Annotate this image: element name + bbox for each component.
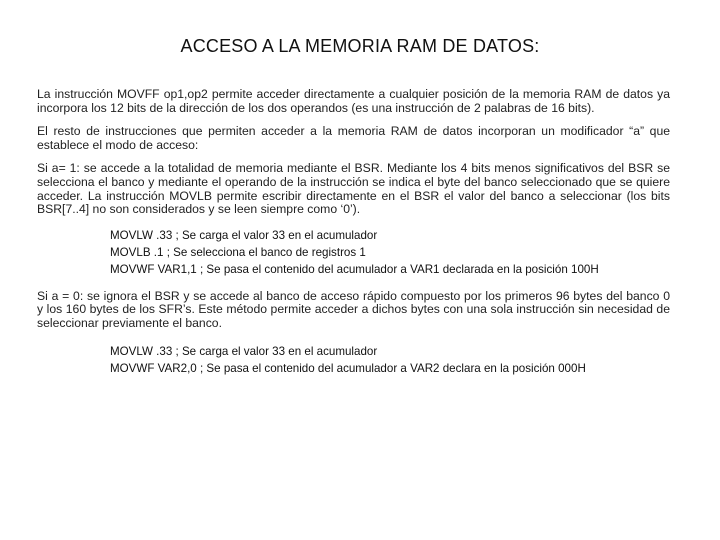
paragraph-access-modifier: El resto de instrucciones que permiten acceder a la memoria RAM de datos incorporan un modificador “a” que establece el modo de acceso: (37, 124, 670, 152)
slide-body (37, 88, 670, 389)
paragraph-a-equals-1: Si a= 1: se accede a la totalidad de memoria mediante el BSR. Mediante los 4 bits menos significativos del BSR se selecciona el banco y mediante el operando de la instrucción se indica el byte del banco seleccionado que se quiere acceder. La instrucción MOVLB permite escribir directamente en el BSR el valor del banco a seleccionar (los bits BSR[7..4] no son considerados y se leen siempre como ‘0’). (37, 161, 670, 217)
code-line: MOVLW .33 ; Se carga el valor 33 en el acumulador (110, 228, 378, 242)
code-line: MOVWF VAR2,0 ; Se pasa el contenido del acumulador a VAR2 declara en la posición 000H (110, 361, 586, 375)
paragraph-a-equals-0: Si a = 0: se ignora el BSR y se accede al banco de acceso rápido compuesto por los primeros 96 bytes del banco 0 y los 160 bytes de los SFR’s. Este método permite acceder a dichos bytes con una sola instrucción sin necesidad de seleccionar previamente el banco. (37, 288, 670, 330)
code-example-bsr (110, 227, 670, 278)
paragraph-movff: La instrucción MOVFF op1,op2 permite acceder directamente a cualquier posición de la memoria RAM de datos ya incorpora los 12 bits de la dirección de los dos operandos (es una instrucción de 2 palabras de 16 bits). (37, 87, 670, 115)
slide-title: ACCESO A LA MEMORIA RAM DE DATOS: (180, 36, 540, 56)
code-line: MOVLW .33 ; Se carga el valor 33 en el acumulador (110, 344, 378, 358)
code-line: MOVWF VAR1,1 ; Se pasa el contenido del acumulador a VAR1 declarada en la posición 100H (110, 262, 599, 276)
code-example-access-bank (110, 343, 670, 377)
code-line: MOVLB .1 ; Se selecciona el banco de registros 1 (110, 245, 366, 259)
